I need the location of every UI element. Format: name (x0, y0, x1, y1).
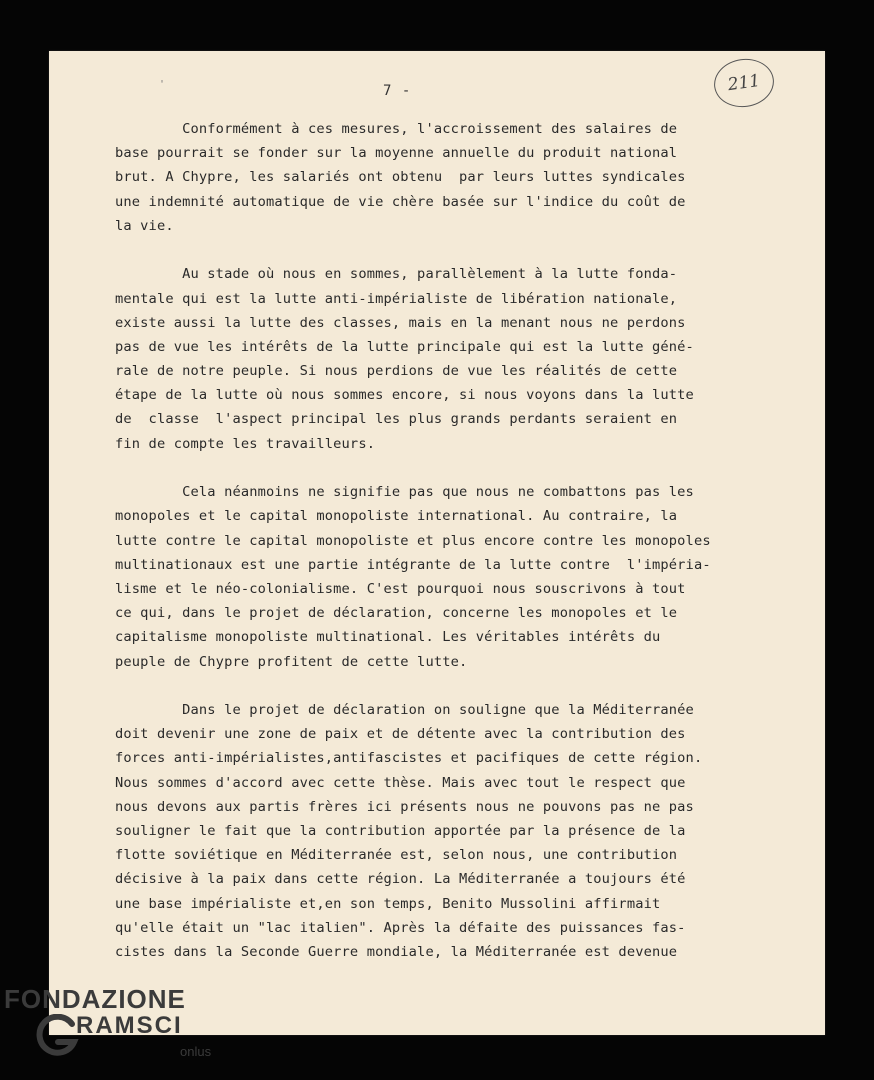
text-line: multinationaux est une partie intégrante de la lutte contre l'impéria- (115, 556, 711, 573)
text-line: souligner le fait que la contribution apportée par la présence de la (115, 823, 686, 840)
text-line: Cela néanmoins ne signifie pas que nous ne combattons pas les (115, 484, 694, 501)
text-line: une indemnité automatique de vie chère basée sur l'indice du coût de (115, 193, 686, 210)
text-line: brut. A Chypre, les salariés ont obtenu par leurs luttes syndicales (115, 169, 686, 186)
text-line: doit devenir une zone de paix et de détente avec la contribution des (115, 726, 686, 743)
text-line: une base impérialiste et,en son temps, Benito Mussolini affirmait (115, 895, 661, 912)
text-line: mentale qui est la lutte anti-impérialiste de libération nationale, (115, 290, 678, 307)
text-line: capitalisme monopoliste multinational. Les véritables intérêts du (115, 629, 661, 646)
page-number: 7 - (383, 83, 412, 99)
watermark-line-3: onlus (180, 1044, 212, 1059)
paragraph-1 (115, 117, 805, 238)
text-line: existe aussi la lutte des classes, mais en la menant nous ne perdons (115, 314, 686, 331)
text-line: Au stade où nous en sommes, parallèlement à la lutte fonda- (115, 266, 678, 283)
text-line: Nous sommes d'accord avec cette thèse. Mais avec tout le respect que (115, 774, 686, 791)
archive-number-stamp (711, 55, 777, 111)
text-line: pas de vue les intérêts de la lutte principale qui est la lutte géné- (115, 338, 694, 355)
text-line: lutte contre le capital monopoliste et plus encore contre les monopoles (115, 532, 711, 549)
text-line: monopoles et le capital monopoliste international. Au contraire, la (115, 508, 678, 525)
watermark-logo (4, 984, 224, 1074)
text-line: Dans le projet de déclaration on souligne que la Méditerranée (115, 702, 694, 719)
text-line: étape de la lutte où nous sommes encore, si nous voyons dans la lutte (115, 387, 694, 404)
watermark-line-1: FONDAZIONE (4, 984, 186, 1014)
text-line: fin de compte les travailleurs. (115, 435, 376, 452)
paragraph-2 (115, 262, 805, 456)
text-line: la vie. (115, 217, 174, 234)
watermark-line-2: RAMSCI (76, 1012, 183, 1039)
gramsci-g-icon (34, 1014, 80, 1060)
text-line: Conformément à ces mesures, l'accroissement des salaires de (115, 121, 678, 137)
margin-mark: ' (159, 79, 166, 90)
paragraph-3 (115, 480, 805, 674)
text-line: de classe l'aspect principal les plus grands perdants seraient en (115, 411, 678, 428)
text-line: ce qui, dans le projet de déclaration, concerne les monopoles et le (115, 605, 678, 622)
text-line: décisive à la paix dans cette région. La Méditerranée a toujours été (115, 871, 686, 888)
archive-number: 211 (726, 70, 762, 96)
text-line: flotte soviétique en Méditerranée est, selon nous, une contribution (115, 847, 678, 864)
text-line: peuple de Chypre profitent de cette lutte. (115, 653, 468, 670)
document-body (115, 117, 805, 989)
text-line: nous devons aux partis frères ici présents nous ne pouvons pas ne pas (115, 798, 694, 815)
text-line: qu'elle était un "lac italien". Après la défaite des puissances fas- (115, 919, 686, 936)
text-line: rale de notre peuple. Si nous perdions de vue les réalités de cette (115, 363, 678, 380)
text-line: base pourrait se fonder sur la moyenne annuelle du produit national (115, 145, 678, 162)
text-line: cistes dans la Seconde Guerre mondiale, la Méditerranée est devenue (115, 943, 678, 960)
text-line: forces anti-impérialistes,antifascistes et pacifiques de cette région. (115, 750, 703, 767)
paragraph-4 (115, 698, 805, 964)
document-page (49, 51, 825, 1035)
text-line: lisme et le néo-colonialisme. C'est pourquoi nous souscrivons à tout (115, 580, 686, 597)
